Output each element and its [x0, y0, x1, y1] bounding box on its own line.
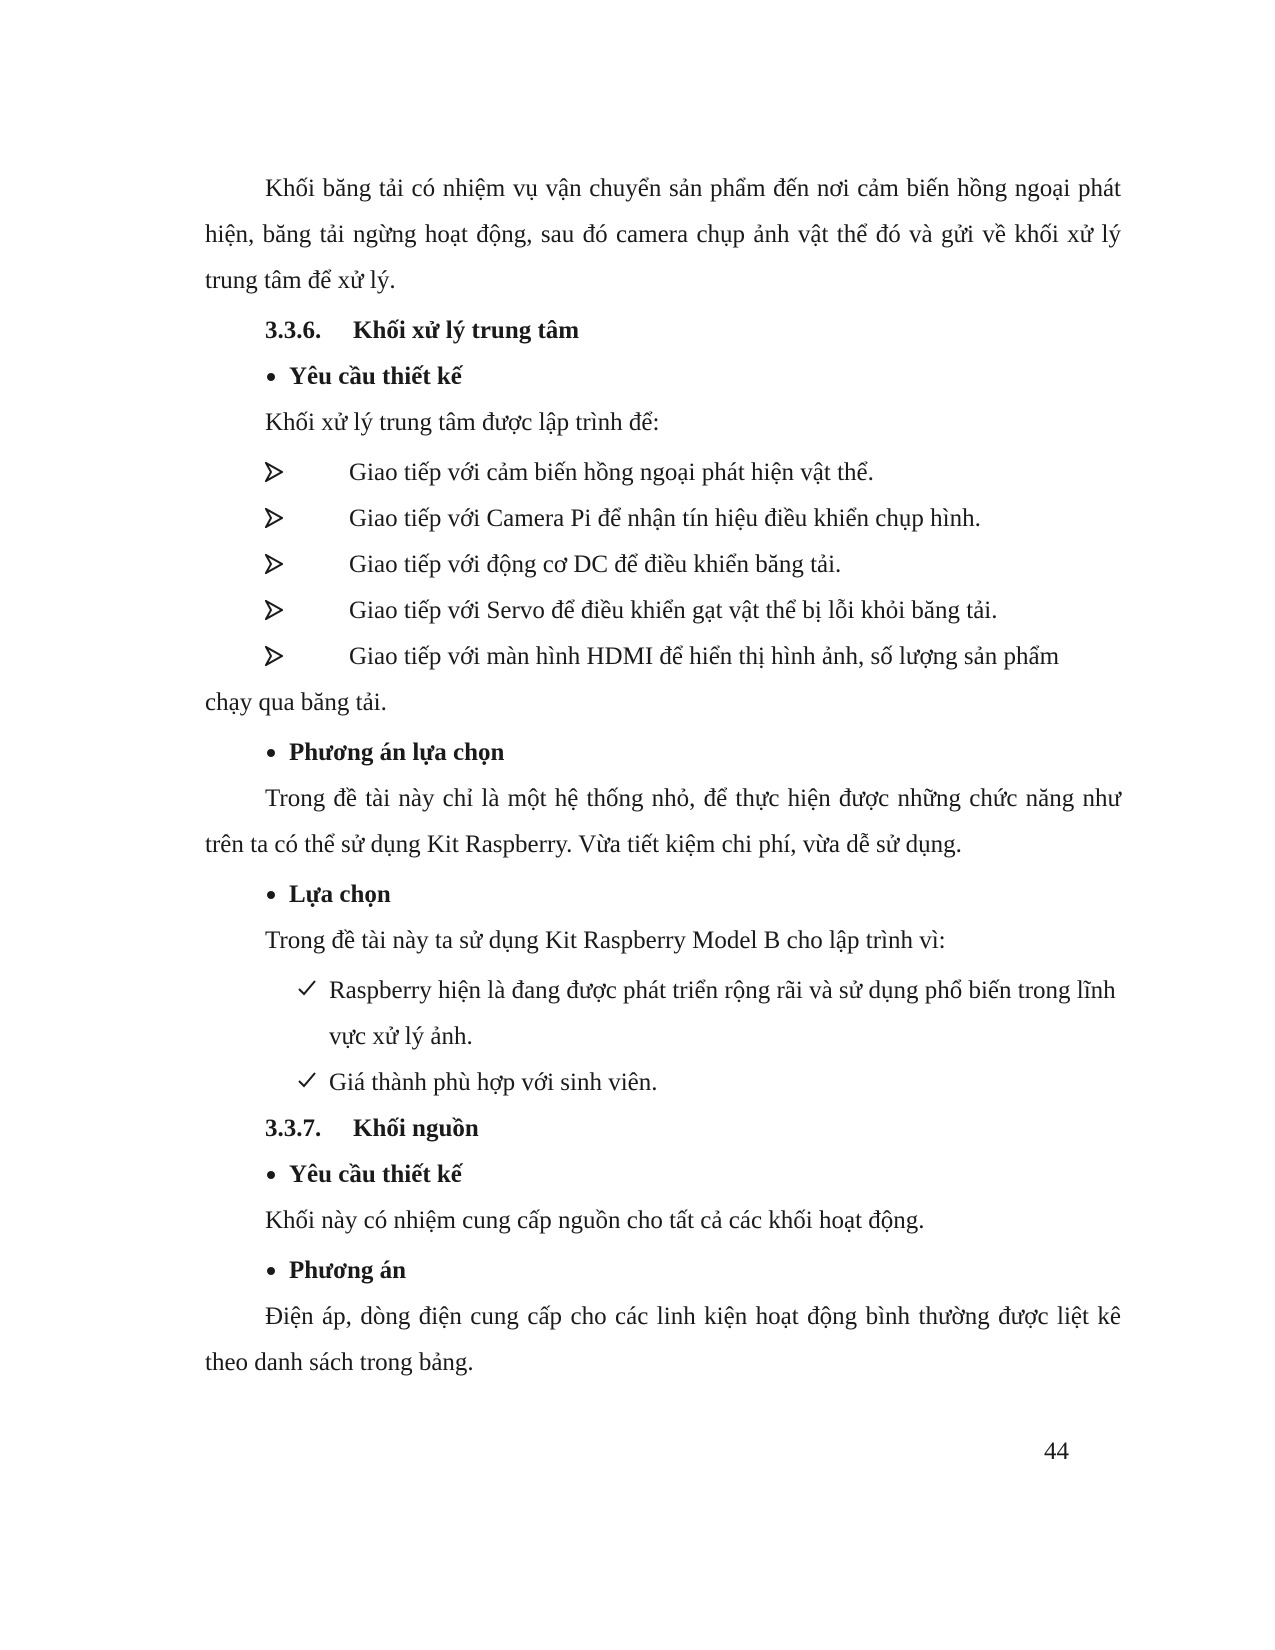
checkmark-icon: [297, 1060, 329, 1106]
list-item: [205, 542, 1121, 588]
intro-paragraph: Khối băng tải có nhiệm vụ vận chuyển sản phẩm đến nơi cảm biến hồng ngoại phát hiện, băng tải ngừng hoạt động, sau đó camera chụp ảnh vật thể đó và gửi về khối xử lý trung tâm để xử lý.: [205, 175, 1121, 294]
list-item-text: Giao tiếp với màn hình HDMI để hiển thị hình ảnh, số lượng sản phẩm: [349, 643, 1060, 670]
section-title: Khối xử lý trung tâm: [353, 317, 580, 344]
check-list-item: [205, 968, 1121, 1060]
list-item-text: Giao tiếp với cảm biến hồng ngoại phát hiện vật thể.: [349, 459, 874, 486]
list-item: [205, 496, 1121, 542]
arrow-bullet-icon: [205, 588, 295, 634]
subheading-label: Phương án lựa chọn: [289, 739, 505, 766]
section-heading-337: [205, 1106, 1121, 1152]
subheading-option: [205, 1248, 1121, 1294]
bullet-dot-icon: [267, 749, 275, 757]
section-heading-336: [205, 308, 1121, 354]
arrow-bullet-icon: [205, 634, 295, 680]
requirements-intro: Khối xử lý trung tâm được lập trình để:: [265, 409, 660, 436]
list-item-text: Giao tiếp với Camera Pi để nhận tín hiệu điều khiển chụp hình.: [349, 505, 981, 532]
bullet-dot-icon: [267, 1267, 275, 1275]
list-item-text: Giao tiếp với Servo để điều khiển gạt vật thể bị lỗi khỏi băng tải.: [349, 597, 998, 624]
choice-intro: Trong đề tài này ta sử dụng Kit Raspberry Model B cho lập trình vì:: [265, 927, 946, 954]
subheading-option: [205, 730, 1121, 776]
list-item-continuation: chạy qua băng tải.: [205, 689, 387, 716]
checkmark-icon: [297, 968, 329, 1060]
bullet-dot-icon: [267, 891, 275, 899]
check-list-item: [205, 1060, 1121, 1106]
subheading-label: Yêu cầu thiết kế: [289, 1161, 462, 1188]
requirements-paragraph: Khối này có nhiệm cung cấp nguồn cho tất cả các khối hoạt động.: [265, 1207, 925, 1234]
subheading-label: Lựa chọn: [289, 881, 391, 908]
check-item-text: Raspberry hiện là đang được phát triển rộng rãi và sử dụng phổ biến trong lĩnh vực xử lý ảnh.: [329, 977, 1116, 1050]
option-paragraph: Điện áp, dòng điện cung cấp cho các linh kiện hoạt động bình thường được liệt kê theo danh sách trong bảng.: [205, 1303, 1121, 1376]
arrow-bullet-icon: [205, 450, 295, 496]
document-page: [205, 166, 1121, 1390]
subheading-requirements: [205, 1152, 1121, 1198]
bullet-dot-icon: [267, 1171, 275, 1179]
option-paragraph: Trong đề tài này chỉ là một hệ thống nhỏ, để thực hiện được những chức năng như trên ta có thể sử dụng Kit Raspberry. Vừa tiết kiệm chi phí, vừa dễ sử dụng.: [205, 785, 1121, 858]
list-item: [205, 634, 1121, 680]
list-item: [205, 588, 1121, 634]
section-number: 3.3.6.: [265, 317, 322, 344]
page-number: 44: [1044, 1438, 1069, 1465]
list-item-text: Giao tiếp với động cơ DC để điều khiển băng tải.: [349, 551, 842, 578]
section-number: 3.3.7.: [265, 1115, 322, 1142]
subheading-requirements: [205, 354, 1121, 400]
check-item-text: Giá thành phù hợp với sinh viên.: [329, 1069, 658, 1096]
list-item: [205, 450, 1121, 496]
subheading-label: Phương án: [289, 1257, 407, 1284]
subheading-choice: [205, 872, 1121, 918]
arrow-bullet-icon: [205, 496, 295, 542]
section-title: Khối nguồn: [353, 1115, 479, 1142]
subheading-label: Yêu cầu thiết kế: [289, 363, 462, 390]
arrow-bullet-icon: [205, 542, 295, 588]
bullet-dot-icon: [267, 373, 275, 381]
